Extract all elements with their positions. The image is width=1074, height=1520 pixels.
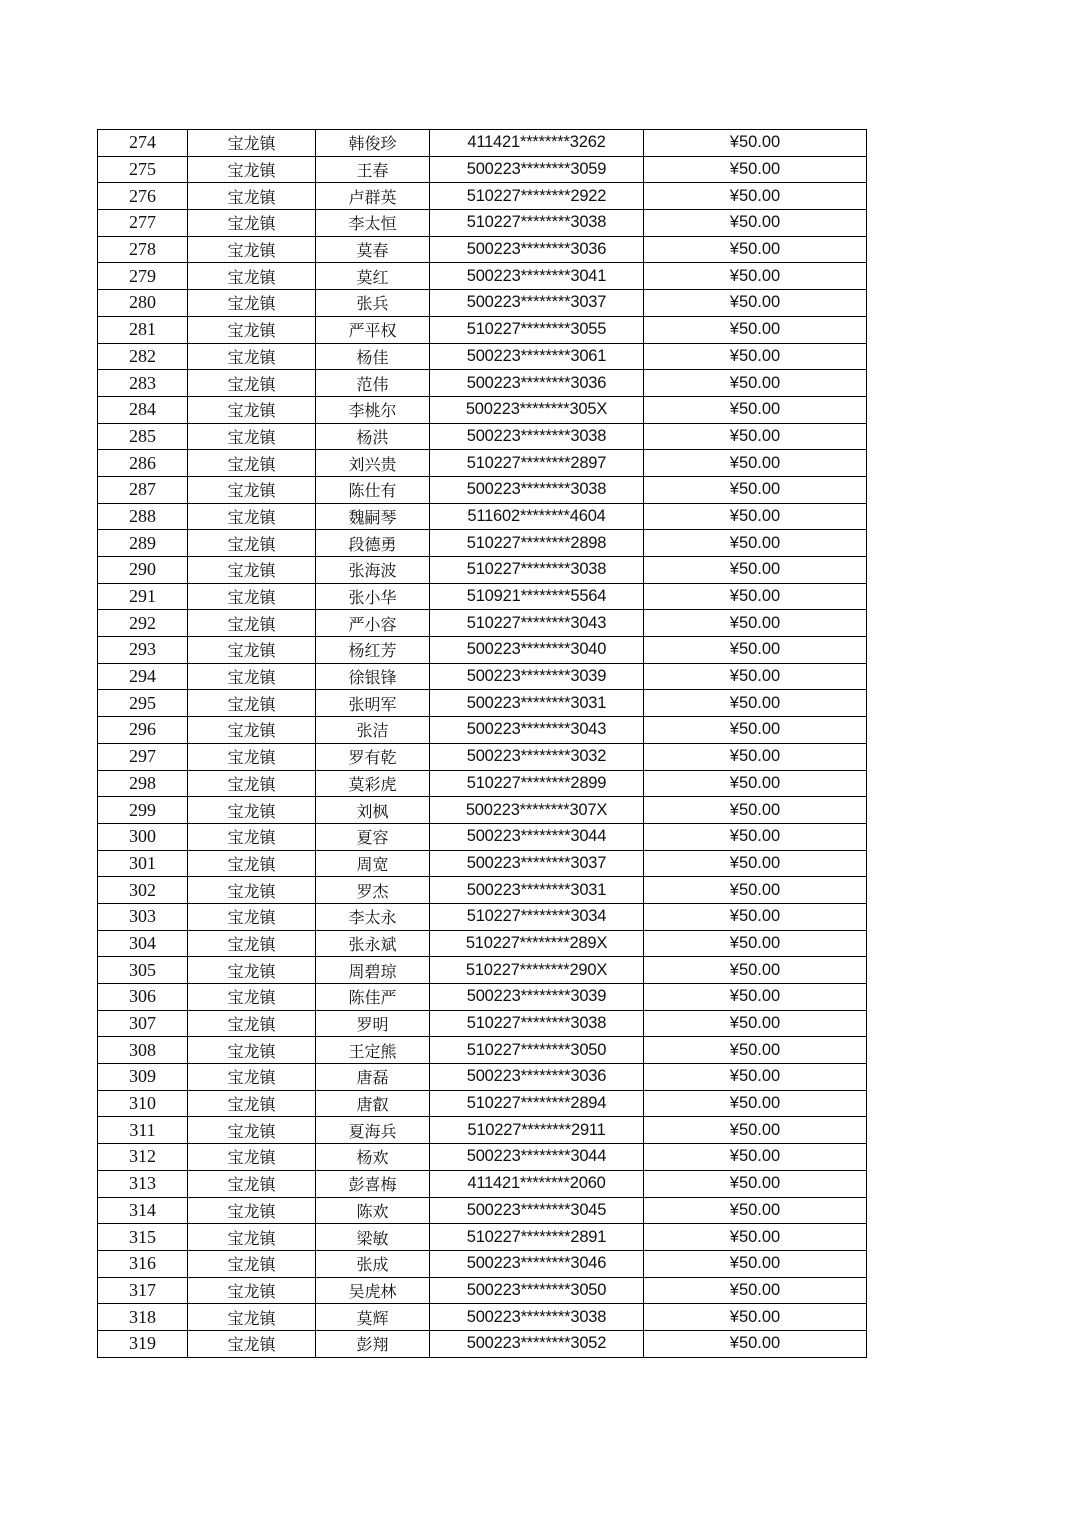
- name-cell: 杨佳: [316, 343, 430, 370]
- row-index: 274: [98, 130, 188, 157]
- amount-cell: ¥50.00: [644, 770, 867, 797]
- amount-cell: ¥50.00: [644, 1010, 867, 1037]
- row-index: 275: [98, 156, 188, 183]
- town-cell: 宝龙镇: [188, 583, 316, 610]
- amount-cell: ¥50.00: [644, 610, 867, 637]
- row-index: 299: [98, 797, 188, 824]
- row-index: 287: [98, 476, 188, 503]
- name-cell: 韩俊珍: [316, 130, 430, 157]
- id-number-cell: 500223********3046: [430, 1250, 644, 1277]
- id-number-cell: 510227********2898: [430, 530, 644, 557]
- id-number-cell: 500223********3041: [430, 263, 644, 290]
- town-cell: 宝龙镇: [188, 1304, 316, 1331]
- name-cell: 彭喜梅: [316, 1170, 430, 1197]
- table-row: [98, 476, 867, 503]
- id-number-cell: 510227********3034: [430, 903, 644, 930]
- row-index: 279: [98, 263, 188, 290]
- town-cell: 宝龙镇: [188, 1170, 316, 1197]
- row-index: 309: [98, 1064, 188, 1091]
- id-number-cell: 500223********3044: [430, 1144, 644, 1171]
- amount-cell: ¥50.00: [644, 236, 867, 263]
- table-row: [98, 1197, 867, 1224]
- table-row: [98, 1064, 867, 1091]
- name-cell: 王春: [316, 156, 430, 183]
- name-cell: 莫辉: [316, 1304, 430, 1331]
- amount-cell: ¥50.00: [644, 717, 867, 744]
- town-cell: 宝龙镇: [188, 236, 316, 263]
- row-index: 305: [98, 957, 188, 984]
- town-cell: 宝龙镇: [188, 850, 316, 877]
- row-index: 292: [98, 610, 188, 637]
- town-cell: 宝龙镇: [188, 743, 316, 770]
- id-number-cell: 500223********3052: [430, 1330, 644, 1357]
- amount-cell: ¥50.00: [644, 877, 867, 904]
- name-cell: 张兵: [316, 290, 430, 317]
- table-row: [98, 450, 867, 477]
- name-cell: 刘兴贵: [316, 450, 430, 477]
- amount-cell: ¥50.00: [644, 930, 867, 957]
- row-index: 319: [98, 1330, 188, 1357]
- town-cell: 宝龙镇: [188, 690, 316, 717]
- name-cell: 严小容: [316, 610, 430, 637]
- table-row: [98, 1010, 867, 1037]
- amount-cell: ¥50.00: [644, 743, 867, 770]
- row-index: 300: [98, 823, 188, 850]
- amount-cell: ¥50.00: [644, 1037, 867, 1064]
- row-index: 295: [98, 690, 188, 717]
- amount-cell: ¥50.00: [644, 316, 867, 343]
- amount-cell: ¥50.00: [644, 476, 867, 503]
- town-cell: 宝龙镇: [188, 476, 316, 503]
- amount-cell: ¥50.00: [644, 1224, 867, 1251]
- town-cell: 宝龙镇: [188, 1330, 316, 1357]
- id-number-cell: 510227********3055: [430, 316, 644, 343]
- amount-cell: ¥50.00: [644, 1090, 867, 1117]
- id-number-cell: 510227********3038: [430, 557, 644, 584]
- row-index: 288: [98, 503, 188, 530]
- name-cell: 刘枫: [316, 797, 430, 824]
- id-number-cell: 510227********289X: [430, 930, 644, 957]
- id-number-cell: 500223********3037: [430, 850, 644, 877]
- table-row: [98, 370, 867, 397]
- town-cell: 宝龙镇: [188, 1064, 316, 1091]
- name-cell: 夏容: [316, 823, 430, 850]
- id-number-cell: 510921********5564: [430, 583, 644, 610]
- town-cell: 宝龙镇: [188, 1037, 316, 1064]
- data-table: [97, 129, 867, 1358]
- amount-cell: ¥50.00: [644, 156, 867, 183]
- name-cell: 李桃尔: [316, 396, 430, 423]
- name-cell: 唐磊: [316, 1064, 430, 1091]
- row-index: 294: [98, 663, 188, 690]
- row-index: 304: [98, 930, 188, 957]
- table-row: [98, 263, 867, 290]
- table-row: [98, 1037, 867, 1064]
- row-index: 315: [98, 1224, 188, 1251]
- table-row: [98, 877, 867, 904]
- row-index: 284: [98, 396, 188, 423]
- name-cell: 范伟: [316, 370, 430, 397]
- town-cell: 宝龙镇: [188, 610, 316, 637]
- name-cell: 杨欢: [316, 1144, 430, 1171]
- town-cell: 宝龙镇: [188, 1144, 316, 1171]
- id-number-cell: 510227********2897: [430, 450, 644, 477]
- table-row: [98, 690, 867, 717]
- row-index: 286: [98, 450, 188, 477]
- table-row: [98, 1144, 867, 1171]
- amount-cell: ¥50.00: [644, 903, 867, 930]
- row-index: 291: [98, 583, 188, 610]
- town-cell: 宝龙镇: [188, 343, 316, 370]
- id-number-cell: 500223********3036: [430, 370, 644, 397]
- id-number-cell: 500223********3036: [430, 236, 644, 263]
- amount-cell: ¥50.00: [644, 1304, 867, 1331]
- id-number-cell: 500223********305X: [430, 396, 644, 423]
- name-cell: 严平权: [316, 316, 430, 343]
- row-index: 308: [98, 1037, 188, 1064]
- town-cell: 宝龙镇: [188, 183, 316, 210]
- row-index: 310: [98, 1090, 188, 1117]
- row-index: 289: [98, 530, 188, 557]
- town-cell: 宝龙镇: [188, 957, 316, 984]
- amount-cell: ¥50.00: [644, 797, 867, 824]
- town-cell: 宝龙镇: [188, 903, 316, 930]
- table-row: [98, 557, 867, 584]
- name-cell: 王定熊: [316, 1037, 430, 1064]
- name-cell: 周碧琼: [316, 957, 430, 984]
- name-cell: 张洁: [316, 717, 430, 744]
- amount-cell: ¥50.00: [644, 823, 867, 850]
- row-index: 296: [98, 717, 188, 744]
- row-index: 277: [98, 210, 188, 237]
- id-number-cell: 510227********3043: [430, 610, 644, 637]
- id-number-cell: 411421********3262: [430, 130, 644, 157]
- town-cell: 宝龙镇: [188, 1224, 316, 1251]
- amount-cell: ¥50.00: [644, 1170, 867, 1197]
- table-row: [98, 423, 867, 450]
- name-cell: 张小华: [316, 583, 430, 610]
- table-row: [98, 316, 867, 343]
- row-index: 293: [98, 637, 188, 664]
- table-row: [98, 743, 867, 770]
- row-index: 316: [98, 1250, 188, 1277]
- row-index: 297: [98, 743, 188, 770]
- table-row: [98, 797, 867, 824]
- id-number-cell: 510227********2899: [430, 770, 644, 797]
- town-cell: 宝龙镇: [188, 797, 316, 824]
- amount-cell: ¥50.00: [644, 1330, 867, 1357]
- name-cell: 段德勇: [316, 530, 430, 557]
- id-number-cell: 510227********3050: [430, 1037, 644, 1064]
- table-row: [98, 1304, 867, 1331]
- amount-cell: ¥50.00: [644, 183, 867, 210]
- row-index: 314: [98, 1197, 188, 1224]
- id-number-cell: 500223********3061: [430, 343, 644, 370]
- town-cell: 宝龙镇: [188, 263, 316, 290]
- name-cell: 李太恒: [316, 210, 430, 237]
- row-index: 298: [98, 770, 188, 797]
- town-cell: 宝龙镇: [188, 1117, 316, 1144]
- id-number-cell: 500223********3038: [430, 423, 644, 450]
- name-cell: 陈佳严: [316, 984, 430, 1011]
- table-row: [98, 396, 867, 423]
- table-row: [98, 130, 867, 157]
- town-cell: 宝龙镇: [188, 557, 316, 584]
- amount-cell: ¥50.00: [644, 557, 867, 584]
- amount-cell: ¥50.00: [644, 130, 867, 157]
- town-cell: 宝龙镇: [188, 290, 316, 317]
- name-cell: 罗有乾: [316, 743, 430, 770]
- amount-cell: ¥50.00: [644, 343, 867, 370]
- town-cell: 宝龙镇: [188, 637, 316, 664]
- name-cell: 彭翔: [316, 1330, 430, 1357]
- town-cell: 宝龙镇: [188, 530, 316, 557]
- row-index: 276: [98, 183, 188, 210]
- table-row: [98, 1224, 867, 1251]
- town-cell: 宝龙镇: [188, 823, 316, 850]
- id-number-cell: 510227********290X: [430, 957, 644, 984]
- table-row: [98, 1330, 867, 1357]
- town-cell: 宝龙镇: [188, 370, 316, 397]
- table-row: [98, 530, 867, 557]
- row-index: 306: [98, 984, 188, 1011]
- row-index: 318: [98, 1304, 188, 1331]
- amount-cell: ¥50.00: [644, 1250, 867, 1277]
- name-cell: 张明军: [316, 690, 430, 717]
- town-cell: 宝龙镇: [188, 396, 316, 423]
- table-row: [98, 823, 867, 850]
- name-cell: 罗杰: [316, 877, 430, 904]
- table-row: [98, 770, 867, 797]
- town-cell: 宝龙镇: [188, 316, 316, 343]
- amount-cell: ¥50.00: [644, 1144, 867, 1171]
- amount-cell: ¥50.00: [644, 1064, 867, 1091]
- town-cell: 宝龙镇: [188, 717, 316, 744]
- amount-cell: ¥50.00: [644, 530, 867, 557]
- table-row: [98, 1277, 867, 1304]
- row-index: 307: [98, 1010, 188, 1037]
- name-cell: 梁敏: [316, 1224, 430, 1251]
- id-number-cell: 500223********3031: [430, 877, 644, 904]
- row-index: 303: [98, 903, 188, 930]
- id-number-cell: 500223********3059: [430, 156, 644, 183]
- name-cell: 张海波: [316, 557, 430, 584]
- name-cell: 莫红: [316, 263, 430, 290]
- name-cell: 杨洪: [316, 423, 430, 450]
- town-cell: 宝龙镇: [188, 423, 316, 450]
- row-index: 281: [98, 316, 188, 343]
- table-row: [98, 1170, 867, 1197]
- amount-cell: ¥50.00: [644, 583, 867, 610]
- table-row: [98, 156, 867, 183]
- row-index: 312: [98, 1144, 188, 1171]
- town-cell: 宝龙镇: [188, 984, 316, 1011]
- id-number-cell: 500223********307X: [430, 797, 644, 824]
- amount-cell: ¥50.00: [644, 210, 867, 237]
- town-cell: 宝龙镇: [188, 1090, 316, 1117]
- table-row: [98, 610, 867, 637]
- row-index: 302: [98, 877, 188, 904]
- id-number-cell: 510227********2894: [430, 1090, 644, 1117]
- amount-cell: ¥50.00: [644, 396, 867, 423]
- name-cell: 卢群英: [316, 183, 430, 210]
- table-row: [98, 850, 867, 877]
- table-row: [98, 1250, 867, 1277]
- table-row: [98, 984, 867, 1011]
- amount-cell: ¥50.00: [644, 450, 867, 477]
- table-row: [98, 903, 867, 930]
- id-number-cell: 500223********3044: [430, 823, 644, 850]
- town-cell: 宝龙镇: [188, 663, 316, 690]
- table-row: [98, 290, 867, 317]
- amount-cell: ¥50.00: [644, 1277, 867, 1304]
- id-number-cell: 500223********3036: [430, 1064, 644, 1091]
- town-cell: 宝龙镇: [188, 450, 316, 477]
- id-number-cell: 500223********3040: [430, 637, 644, 664]
- table-row: [98, 503, 867, 530]
- amount-cell: ¥50.00: [644, 1117, 867, 1144]
- id-number-cell: 500223********3032: [430, 743, 644, 770]
- id-number-cell: 500223********3038: [430, 1304, 644, 1331]
- amount-cell: ¥50.00: [644, 263, 867, 290]
- table-row: [98, 583, 867, 610]
- town-cell: 宝龙镇: [188, 930, 316, 957]
- row-index: 313: [98, 1170, 188, 1197]
- table-row: [98, 1090, 867, 1117]
- id-number-cell: 510227********2891: [430, 1224, 644, 1251]
- table-row: [98, 210, 867, 237]
- name-cell: 罗明: [316, 1010, 430, 1037]
- name-cell: 吴虎林: [316, 1277, 430, 1304]
- table-row: [98, 1117, 867, 1144]
- town-cell: 宝龙镇: [188, 210, 316, 237]
- amount-cell: ¥50.00: [644, 690, 867, 717]
- row-index: 301: [98, 850, 188, 877]
- id-number-cell: 500223********3039: [430, 663, 644, 690]
- amount-cell: ¥50.00: [644, 423, 867, 450]
- town-cell: 宝龙镇: [188, 770, 316, 797]
- id-number-cell: 510227********3038: [430, 1010, 644, 1037]
- row-index: 317: [98, 1277, 188, 1304]
- amount-cell: ¥50.00: [644, 503, 867, 530]
- id-number-cell: 510227********3038: [430, 210, 644, 237]
- row-index: 285: [98, 423, 188, 450]
- town-cell: 宝龙镇: [188, 1197, 316, 1224]
- table-row: [98, 637, 867, 664]
- town-cell: 宝龙镇: [188, 1010, 316, 1037]
- amount-cell: ¥50.00: [644, 984, 867, 1011]
- amount-cell: ¥50.00: [644, 663, 867, 690]
- town-cell: 宝龙镇: [188, 156, 316, 183]
- name-cell: 莫彩虎: [316, 770, 430, 797]
- row-index: 282: [98, 343, 188, 370]
- amount-cell: ¥50.00: [644, 637, 867, 664]
- id-number-cell: 411421********2060: [430, 1170, 644, 1197]
- table-row: [98, 930, 867, 957]
- row-index: 280: [98, 290, 188, 317]
- town-cell: 宝龙镇: [188, 877, 316, 904]
- row-index: 283: [98, 370, 188, 397]
- name-cell: 陈仕有: [316, 476, 430, 503]
- id-number-cell: 510227********2911: [430, 1117, 644, 1144]
- table-row: [98, 663, 867, 690]
- table-body: [98, 130, 867, 1358]
- id-number-cell: 500223********3045: [430, 1197, 644, 1224]
- amount-cell: ¥50.00: [644, 957, 867, 984]
- name-cell: 魏嗣琴: [316, 503, 430, 530]
- name-cell: 张永斌: [316, 930, 430, 957]
- table-row: [98, 183, 867, 210]
- name-cell: 夏海兵: [316, 1117, 430, 1144]
- name-cell: 张成: [316, 1250, 430, 1277]
- table-row: [98, 236, 867, 263]
- town-cell: 宝龙镇: [188, 1250, 316, 1277]
- id-number-cell: 500223********3050: [430, 1277, 644, 1304]
- amount-cell: ¥50.00: [644, 370, 867, 397]
- row-index: 290: [98, 557, 188, 584]
- name-cell: 徐银锋: [316, 663, 430, 690]
- town-cell: 宝龙镇: [188, 1277, 316, 1304]
- name-cell: 莫春: [316, 236, 430, 263]
- amount-cell: ¥50.00: [644, 290, 867, 317]
- id-number-cell: 511602********4604: [430, 503, 644, 530]
- row-index: 311: [98, 1117, 188, 1144]
- table-row: [98, 717, 867, 744]
- name-cell: 李太永: [316, 903, 430, 930]
- id-number-cell: 500223********3043: [430, 717, 644, 744]
- amount-cell: ¥50.00: [644, 1197, 867, 1224]
- name-cell: 周宽: [316, 850, 430, 877]
- amount-cell: ¥50.00: [644, 850, 867, 877]
- id-number-cell: 500223********3037: [430, 290, 644, 317]
- name-cell: 唐叡: [316, 1090, 430, 1117]
- id-number-cell: 500223********3038: [430, 476, 644, 503]
- table-row: [98, 957, 867, 984]
- town-cell: 宝龙镇: [188, 503, 316, 530]
- id-number-cell: 500223********3031: [430, 690, 644, 717]
- name-cell: 杨红芳: [316, 637, 430, 664]
- table-row: [98, 343, 867, 370]
- town-cell: 宝龙镇: [188, 130, 316, 157]
- name-cell: 陈欢: [316, 1197, 430, 1224]
- id-number-cell: 500223********3039: [430, 984, 644, 1011]
- row-index: 278: [98, 236, 188, 263]
- id-number-cell: 510227********2922: [430, 183, 644, 210]
